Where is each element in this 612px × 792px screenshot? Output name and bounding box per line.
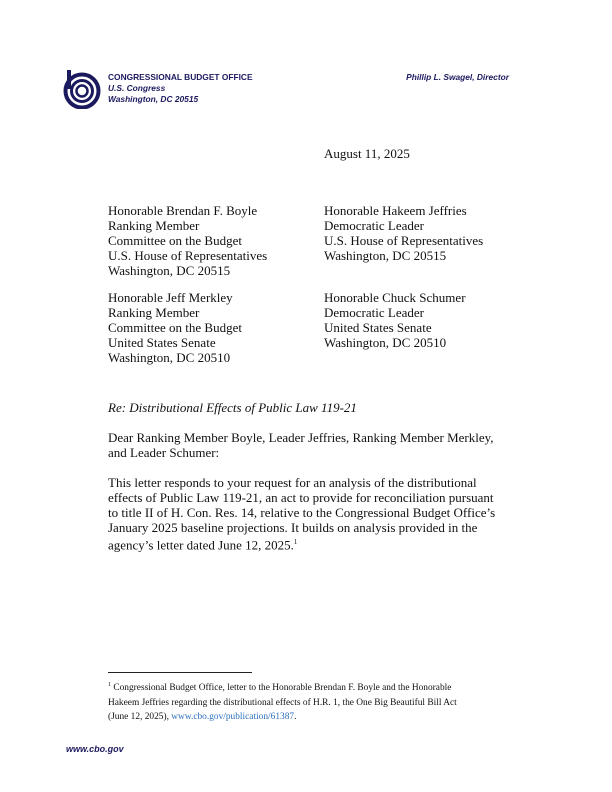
body-line: to title II of H. Con. Res. 14, relative to the Congressional Budget Office’s	[108, 505, 496, 520]
address-line: Honorable Brendan F. Boyle	[108, 203, 258, 218]
footnote	[108, 678, 457, 725]
address-line: Washington, DC 20510	[108, 350, 231, 365]
salutation-line: and Leader Schumer:	[108, 445, 220, 460]
footnote-ref[interactable]: 1	[293, 538, 298, 546]
subject-line: Re: Distributional Effects of Public Law 119-21	[108, 400, 357, 415]
letter-date: August 11, 2025	[324, 146, 410, 161]
addressee-schumer	[324, 290, 466, 350]
footnote-end: .	[294, 712, 297, 723]
director-name: Phillip L. Swagel, Director	[406, 72, 509, 82]
address-line: Washington, DC 20510	[324, 335, 447, 350]
footnote-line: (June 12, 2025),	[108, 712, 172, 723]
footnote-line: Congressional Budget Office, letter to the Honorable Brendan F. Boyle and the Honorable	[113, 683, 452, 694]
addressee-merkley	[108, 290, 242, 365]
body-line: agency’s letter dated June 12, 2025.	[108, 537, 294, 553]
salutation	[108, 430, 494, 460]
address-line: Ranking Member	[108, 305, 200, 320]
footer-url[interactable]: www.cbo.gov	[66, 744, 124, 754]
addressee-boyle	[108, 203, 267, 278]
address-line: United States Senate	[108, 335, 216, 350]
address-line: Honorable Hakeem Jeffries	[324, 203, 467, 218]
footnote-divider	[108, 672, 252, 673]
footnote-link[interactable]: www.cbo.gov/publication/61387	[171, 712, 295, 723]
salutation-line: Dear Ranking Member Boyle, Leader Jeffries, Ranking Member Merkley,	[108, 430, 494, 445]
address-line: U.S. House of Representatives	[108, 248, 268, 263]
address-line: Honorable Chuck Schumer	[324, 290, 466, 305]
address-line: U.S. House of Representatives	[324, 233, 484, 248]
address-line: Washington, DC 20515	[108, 263, 231, 278]
org-name: CONGRESSIONAL BUDGET OFFICE	[108, 72, 253, 82]
body-line: effects of Public Law 119-21, an act to provide for reconciliation pursuant	[108, 490, 494, 505]
cbo-logo-icon	[61, 69, 101, 109]
address-line: Committee on the Budget	[108, 233, 242, 248]
addressee-jeffries	[324, 203, 483, 263]
address-line: Democratic Leader	[324, 218, 424, 233]
address-line: United States Senate	[324, 320, 432, 335]
address-line: Washington, DC 20515	[324, 248, 447, 263]
footnote-marker: 1	[108, 682, 111, 688]
body-line: January 2025 baseline projections. It builds on analysis provided in the	[108, 520, 478, 535]
address-line: Ranking Member	[108, 218, 200, 233]
org-line3: Washington, DC 20515	[108, 94, 199, 104]
body-line: This letter responds to your request for an analysis of the distributional	[108, 475, 477, 490]
address-line: Honorable Jeff Merkley	[108, 290, 233, 305]
address-line: Committee on the Budget	[108, 320, 242, 335]
letterhead	[108, 72, 253, 105]
address-line: Democratic Leader	[324, 305, 424, 320]
footnote-line: Hakeem Jeffries regarding the distributional effects of H.R. 1, the One Big Beautiful Bill Act	[108, 697, 457, 708]
org-line2: U.S. Congress	[108, 83, 166, 93]
body-paragraph	[108, 475, 495, 552]
